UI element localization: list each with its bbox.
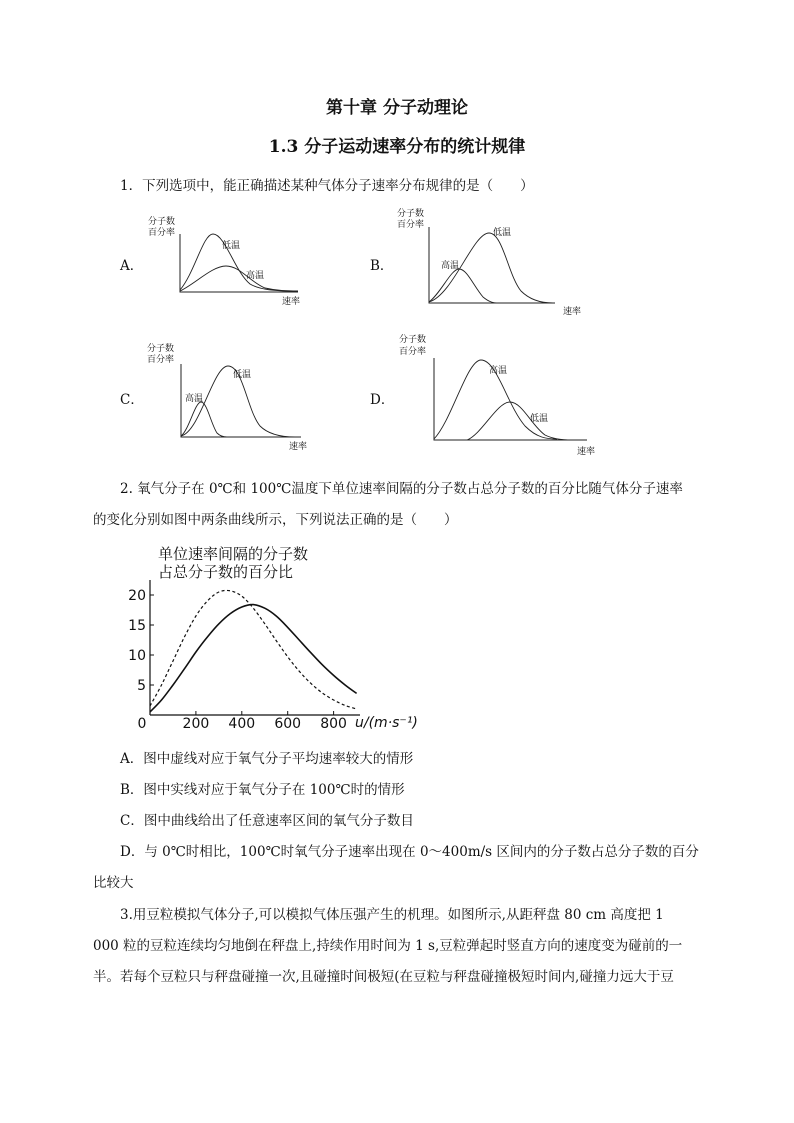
graph-a-low-label: 低温	[222, 241, 241, 251]
graph-d-ylabel-1: 分子数	[399, 335, 427, 345]
q2-y-tick-label: 20	[128, 588, 146, 604]
q1-graph-b	[393, 205, 593, 320]
graph-c-ylabel-2: 百分率	[147, 355, 175, 365]
q3-line2: 000 粒的豆粒连续均匀地倒在秤盘上,持续作用时间为 1 s,豆粒弹起时竖直方向的速度变为碰前的一	[93, 938, 683, 954]
q1-option-c-label[interactable]: C．	[120, 392, 144, 408]
q2-x-tick-label: 600	[274, 716, 302, 732]
q2-stem-line1: 2. 氧气分子在 0℃和 100℃温度下单位速率间隔的分子数占总分子数的百分比随气体分子速率	[120, 481, 683, 497]
graph-d-ylabel-2: 百分率	[399, 347, 427, 357]
q2-option-d-line1[interactable]: D．与 0℃时相比，100℃时氧气分子速率出现在 0～400m/s 区间内的分子数占总分子数的百分	[120, 844, 699, 860]
graph-d-xlabel: 速率	[577, 447, 596, 457]
graph-b-ylabel-2: 百分率	[397, 220, 425, 230]
graph-a-high-label: 高温	[246, 271, 265, 281]
section-title: 1.3 分子运动速率分布的统计规律	[268, 137, 526, 157]
q2-x-tick-label: 400	[228, 716, 256, 732]
graph-b-ylabel-1: 分子数	[397, 209, 425, 219]
chapter-title: 第十章 分子动理论	[326, 98, 468, 118]
graph-c-low-label: 低温	[233, 370, 252, 380]
graph-b-high-label: 高温	[441, 261, 460, 271]
q1-option-a-label[interactable]: A．	[120, 258, 144, 274]
graph-c-ylabel-1: 分子数	[147, 344, 175, 354]
graph-b-xlabel: 速率	[563, 307, 582, 317]
graph-b-high-temp-curve	[429, 269, 499, 303]
graph-c-high-label: 高温	[185, 394, 204, 404]
q3-line3: 半。若每个豆粒只与秤盘碰撞一次,且碰撞时间极短(在豆粒与秤盘碰撞极短时间内,碰撞力远大于豆	[93, 969, 674, 985]
q2-ylabel-line1: 单位速率间隔的分子数	[158, 545, 309, 563]
graph-d-low-temp-curve	[467, 402, 572, 440]
q1-graph-a	[140, 212, 310, 312]
q2-ylabel-line2: 占总分子数的百分比	[158, 563, 294, 581]
q2-x-tick-label: 800	[320, 716, 347, 732]
graph-a-ylabel-2: 百分率	[148, 228, 176, 238]
graph-a-xlabel: 速率	[282, 297, 301, 307]
q2-origin-label: 0	[137, 716, 147, 732]
q1-option-d-label[interactable]: D．	[370, 392, 395, 408]
q1-stem: 1．下列选项中，能正确描述某种气体分子速率分布规律的是（ ）	[120, 178, 534, 194]
graph-d-axes	[434, 358, 587, 440]
graph-b-low-label: 低温	[493, 228, 512, 238]
q2-y-tick-label: 10	[128, 648, 146, 664]
graph-d-high-label: 高温	[489, 366, 508, 376]
q1-option-b-label[interactable]: B．	[370, 258, 394, 274]
q2-solid-curve	[150, 605, 357, 712]
q2-x-tick-label: 200	[182, 716, 210, 732]
q2-chart	[128, 540, 428, 735]
q2-option-a[interactable]: A．图中虚线对应于氧气分子平均速率较大的情形	[120, 751, 414, 767]
graph-d-low-label: 低温	[530, 414, 549, 424]
q2-stem-line2: 的变化分别如图中两条曲线所示，下列说法正确的是（ ）	[93, 512, 458, 528]
q2-y-tick-label: 5	[137, 678, 146, 694]
q2-xlabel: u/(m·s⁻¹)	[355, 715, 418, 731]
q1-graph-d	[397, 330, 607, 460]
graph-a-ylabel-1: 分子数	[148, 217, 176, 227]
q2-y-tick-label: 15	[128, 618, 146, 634]
q2-dashed-curve	[150, 590, 357, 709]
q2-option-c[interactable]: C．图中曲线给出了任意速率区间的氧气分子数目	[120, 813, 414, 829]
q2-option-d-line2: 比较大	[93, 875, 134, 891]
graph-c-xlabel: 速率	[289, 442, 308, 452]
q1-graph-c	[145, 340, 320, 455]
q3-line1: 3.用豆粒模拟气体分子,可以模拟气体压强产生的机理。如图所示,从距秤盘 80 cm 高度把 1	[120, 907, 664, 923]
q2-option-b[interactable]: B．图中实线对应于氧气分子在 100℃时的情形	[120, 782, 405, 798]
